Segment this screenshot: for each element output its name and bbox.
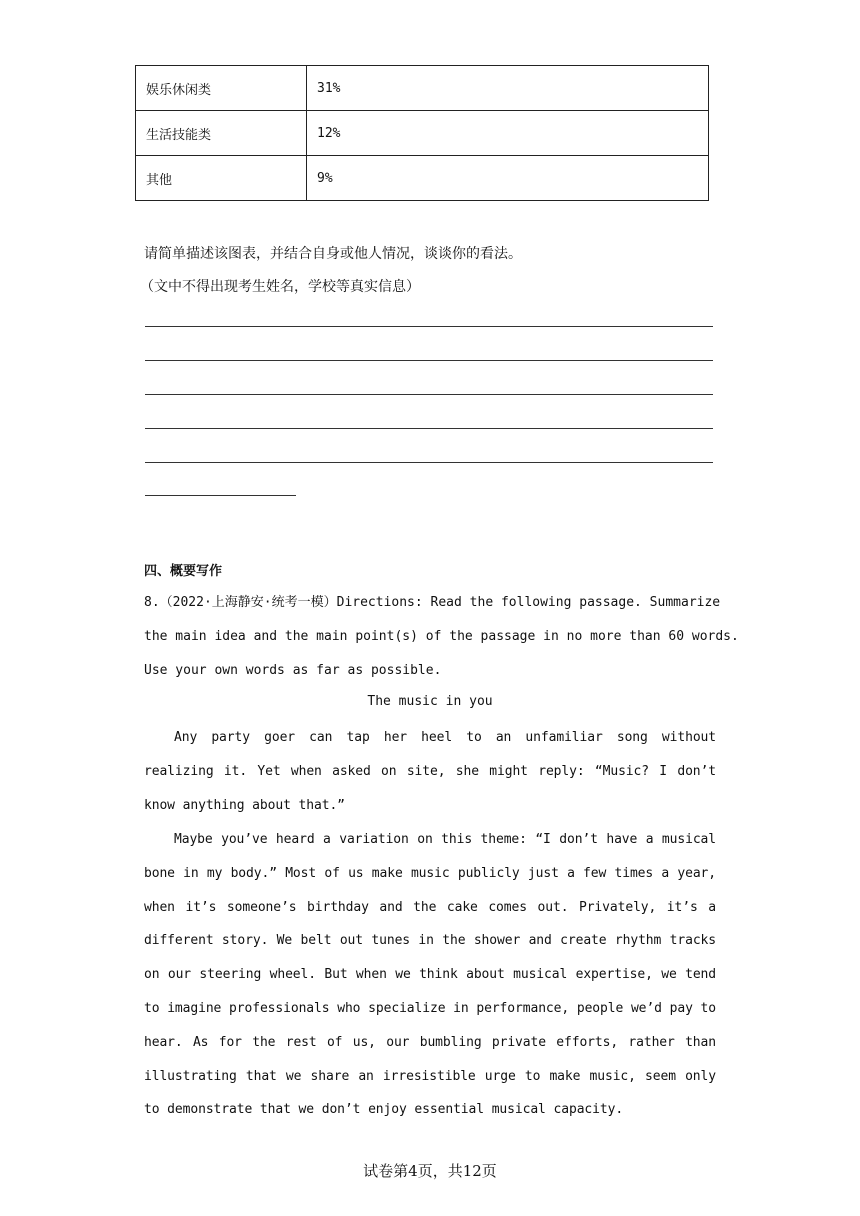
answer-line[interactable] [145,326,713,327]
table-cell-value: 31% [307,66,709,111]
paragraph-text: Any party goer can tap her heel to an unfamiliar song without realizing it. Yet when asked on site, she might reply: “Music? I don’t know anything about that.” [144,730,716,813]
passage-paragraph [144,823,716,1127]
answer-line[interactable] [145,428,713,429]
answer-line[interactable] [145,462,713,463]
question-line: Use your own words as far as possible. [144,663,442,678]
passage-title: The music in you [367,694,493,709]
paragraph-text: Maybe you’ve heard a variation on this theme: “I don’t have a musical bone in my body.” Most of us make music publicly just a few times a year, when it’s someone’s birthday and the cake comes out. Privately, it’s a different story. We belt out tunes in the shower and create rhythm tracks on our steering wheel. But when we think about musical expertise, we tend to imagine professionals who specialize in performance, people we’d pay to hear. As for the rest of us, our bumbling private efforts, rather than illustrating that we share an irresistible urge to make music, seem only to demonstrate that we don’t enjoy essential musical capacity. [144,832,716,1118]
table-row [136,111,709,156]
survey-table [135,65,709,201]
table-cell-value: 9% [307,156,709,201]
answer-line[interactable] [145,360,713,361]
question-line: the main idea and the main point(s) of the passage in no more than 60 words. [144,629,739,644]
question-line: 8.（2022·上海静安·统考一模）Directions: Read the following passage. Summarize [144,595,721,610]
table-row [136,66,709,111]
writing-instruction: 请简单描述该图表，并结合自身或他人情况，谈谈你的看法。 [144,246,522,262]
section-heading: 四、概要写作 [144,564,223,579]
table-cell-category: 其他 [136,156,307,201]
passage-paragraph [144,721,716,822]
answer-line[interactable] [145,394,713,395]
table-row [136,156,709,201]
table-cell-category: 生活技能类 [136,111,307,156]
table-cell-category: 娱乐休闲类 [136,66,307,111]
page-footer: 试卷第4页，共12页 [363,1162,497,1180]
table-cell-value: 12% [307,111,709,156]
writing-note: （文中不得出现考生姓名，学校等真实信息） [140,279,420,295]
answer-line[interactable] [145,495,296,496]
